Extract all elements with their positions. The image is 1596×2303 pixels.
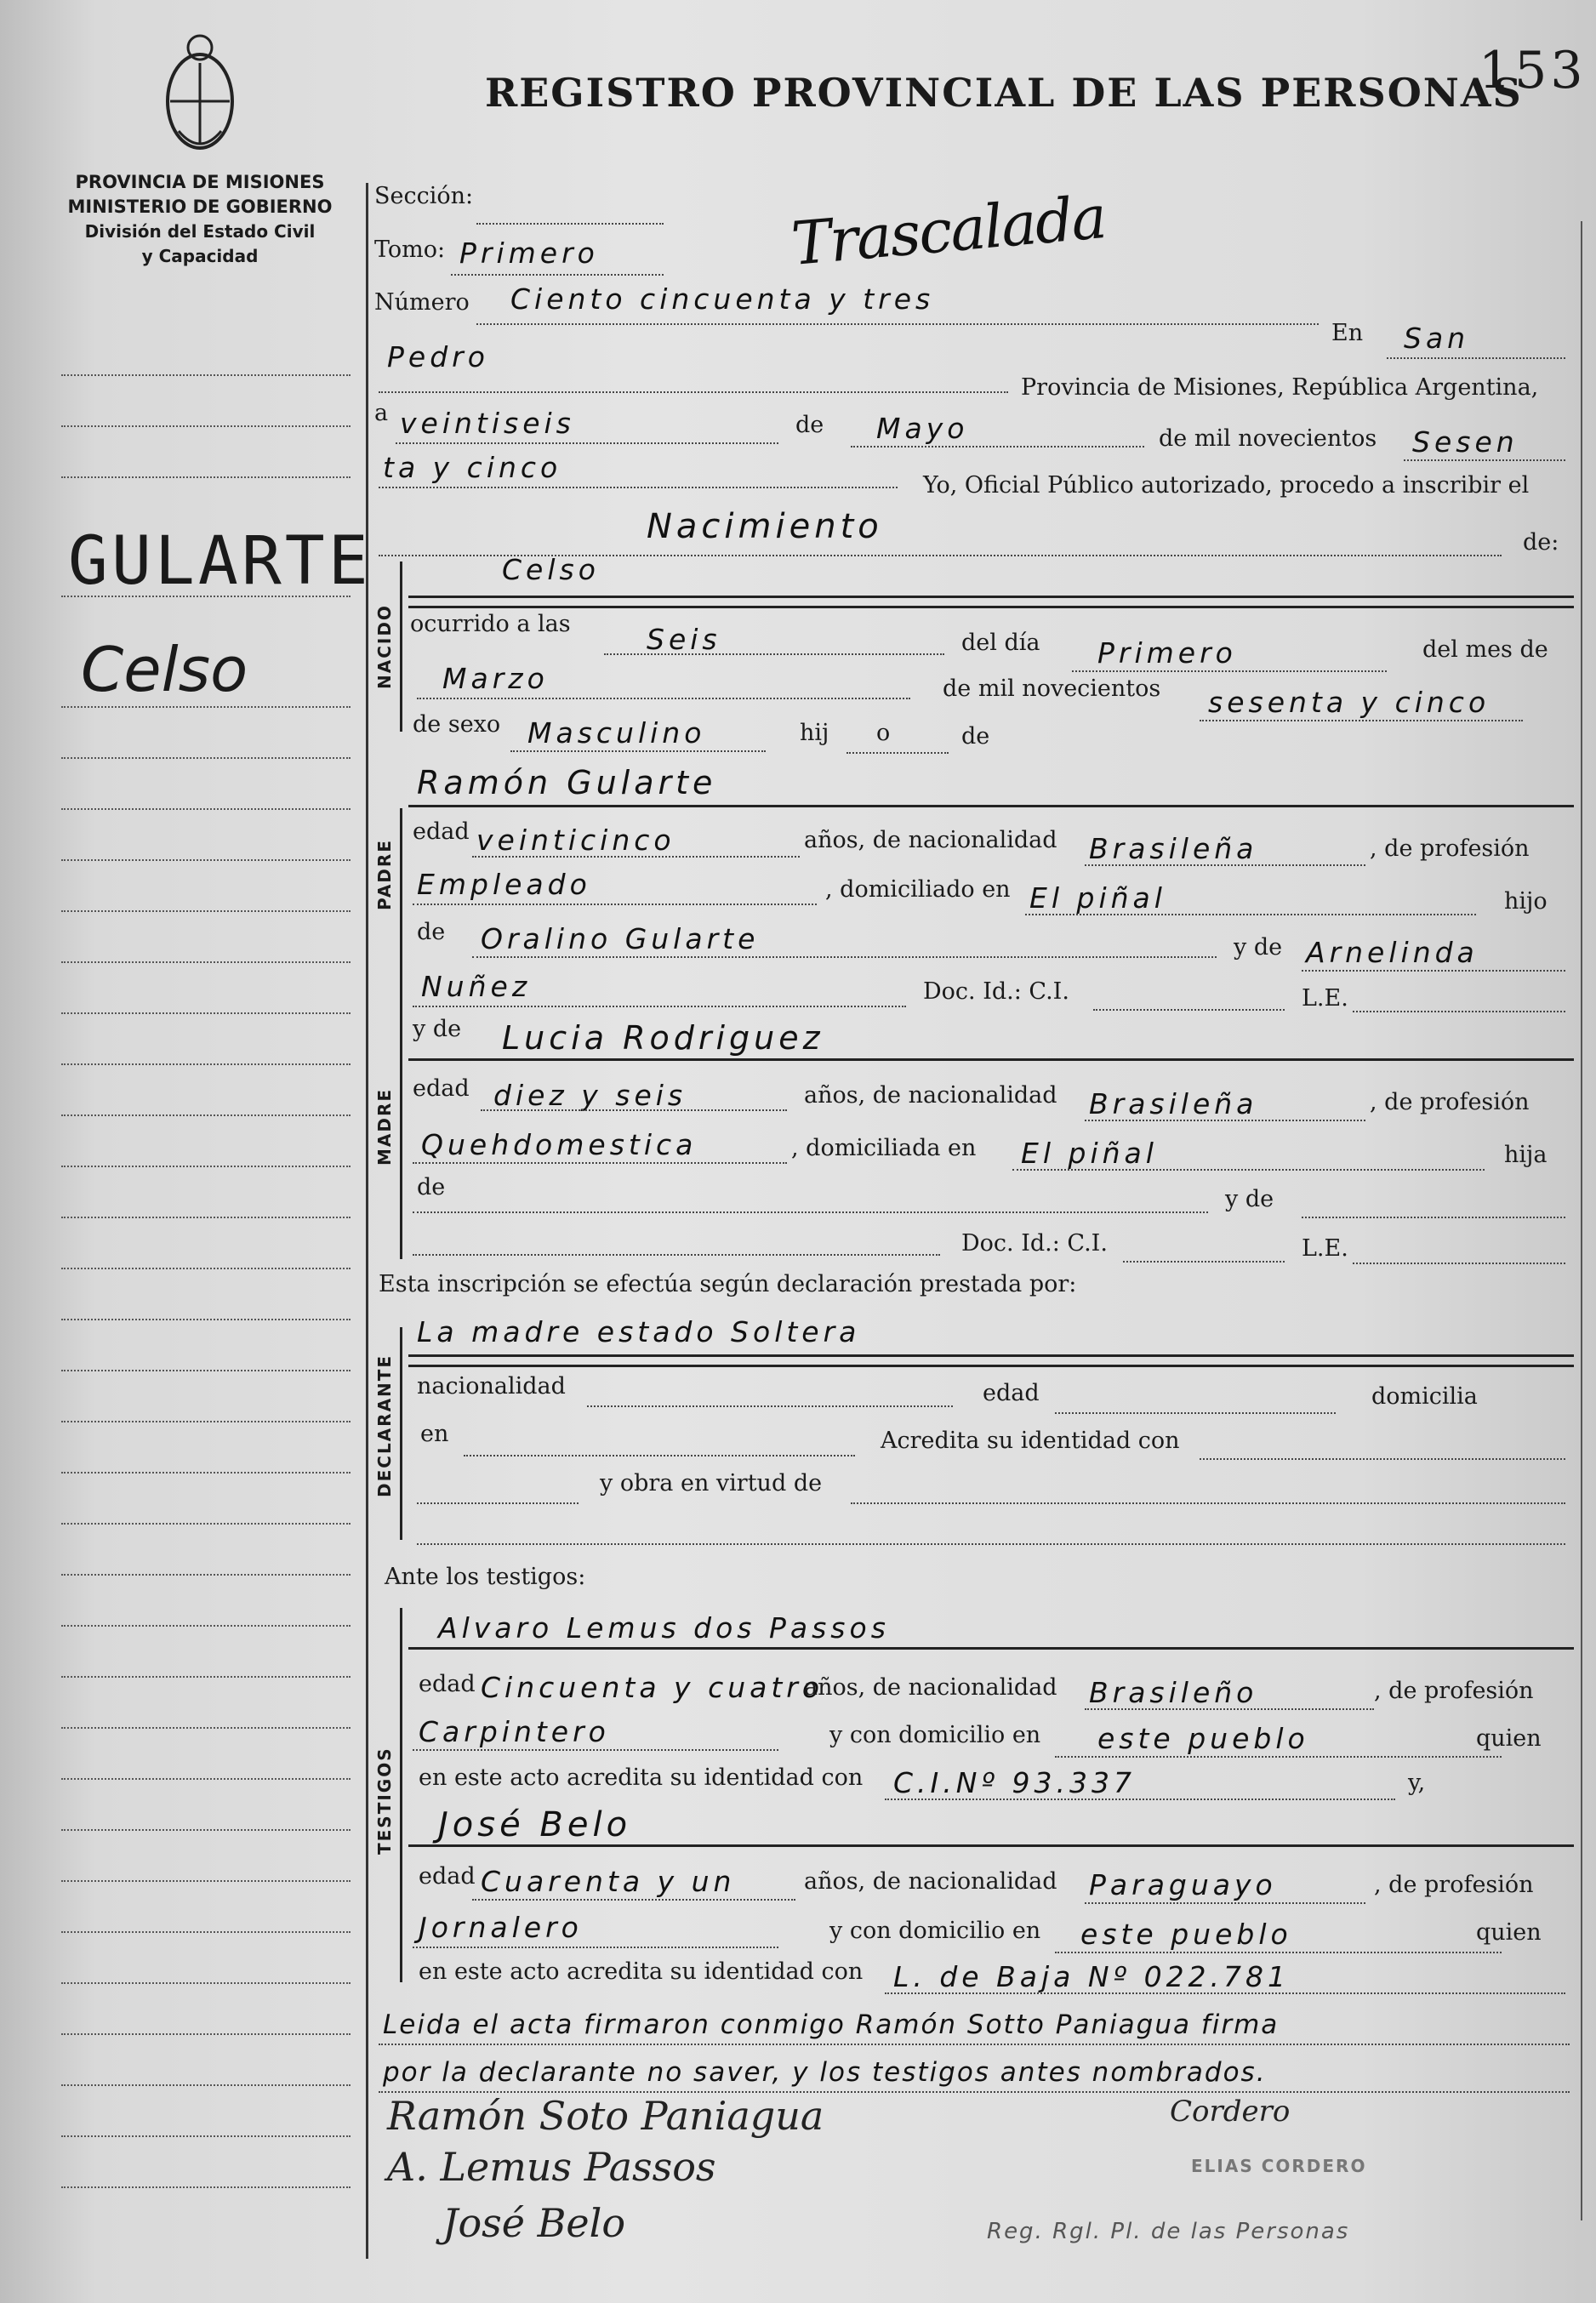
testigos-intro: Ante los testigos: — [385, 1564, 586, 1590]
padre-dom-label: , domiciliado en — [825, 876, 1011, 903]
t1-dom-line — [1055, 1756, 1502, 1758]
t2-dom-label: y con domicilio en — [829, 1918, 1041, 1944]
ministry-label: MINISTERIO DE GOBIERNO — [67, 197, 333, 217]
padre-doc-label: Doc. Id.: C.I. — [923, 978, 1069, 1005]
hij-line — [846, 752, 949, 754]
declarante-acredita-line — [1200, 1458, 1565, 1460]
margin-line — [61, 1982, 351, 1984]
hora-value: Seis — [647, 623, 721, 656]
margin-line — [61, 2135, 351, 2137]
lugar-line-1 — [1387, 357, 1565, 359]
padre-bar — [400, 808, 402, 1012]
declarante-nombre: La madre estado Soltera — [417, 1315, 861, 1348]
nacido-bar — [400, 561, 402, 732]
margin-line — [61, 2033, 351, 2035]
closing-line-2: por la declarante no saver, y los testigos antes nombrados. — [383, 2057, 1267, 2088]
margin-line — [61, 1012, 351, 1014]
t1-acredita-label: en este acto acredita su identidad con — [419, 1764, 864, 1791]
oficial-text: Yo, Oficial Público autorizado, procedo a inscribir el — [923, 472, 1530, 499]
officer-title: Reg. Rgl. Pl. de las Personas — [987, 2219, 1350, 2244]
sexo-value: Masculino — [527, 716, 706, 750]
anio-line-1 — [1404, 459, 1565, 461]
padre-madre-de-value-2: Nuñez — [421, 970, 532, 1003]
madre-prof-label: , de profesión — [1370, 1089, 1530, 1115]
margin-line — [61, 1931, 351, 1933]
t1-dom-label: y con domicilio en — [829, 1722, 1041, 1748]
padre-y-de-label: y de — [1234, 934, 1283, 961]
tomo-line — [451, 274, 664, 276]
padre-de-label: de — [417, 919, 446, 945]
margin-line — [61, 425, 351, 427]
madre-nac-value: Brasileña — [1089, 1087, 1258, 1120]
margin-line — [61, 706, 351, 708]
t2-prof-value: Jornalero — [419, 1911, 583, 1944]
ocurrido-label: ocurrido a las — [410, 611, 571, 637]
t2-quien-label: quien — [1476, 1919, 1542, 1946]
declarante-edad-label: edad — [983, 1380, 1040, 1406]
declarante-intro: Esta inscripción se efectúa según declaración prestada por: — [379, 1271, 1077, 1297]
officer-name-stamp: ELIAS CORDERO — [1191, 2156, 1367, 2176]
padre-nac-label: años, de nacionalidad — [804, 827, 1057, 853]
padre-madre-de-line-2 — [413, 1006, 906, 1007]
t1-dom-value: este pueblo — [1097, 1722, 1309, 1755]
dia-value: veintiseis — [400, 407, 575, 440]
madre-edad-value: diez y seis — [493, 1079, 687, 1112]
t2-nombre: José Belo — [438, 1805, 632, 1844]
margin-line — [61, 961, 351, 963]
madre-dom-line — [1012, 1169, 1485, 1171]
padre-edad-value: veinticinco — [476, 824, 675, 857]
page-title: REGISTRO PROVINCIAL DE LAS PERSONAS — [485, 70, 1523, 116]
margin-line — [61, 1063, 351, 1065]
t1-nac-value: Brasileño — [1089, 1676, 1258, 1709]
padre-prof-line — [413, 904, 817, 905]
margin-line — [61, 808, 351, 810]
closing-line-1: Leida el acta firmaron conmigo Ramón Sotto Paniagua firma — [383, 2009, 1280, 2040]
margin-line — [61, 1421, 351, 1422]
t1-prof-value: Carpintero — [419, 1715, 610, 1748]
signature-2: Cordero — [1170, 2095, 1291, 2129]
declarante-acredita-label: Acredita su identidad con — [881, 1428, 1180, 1454]
padre-madre-de-value-1: Arnelinda — [1306, 936, 1479, 969]
madre-padre-de-line — [413, 1211, 1208, 1213]
t2-edad-line — [472, 1899, 795, 1901]
padre-section-label: PADRE — [374, 839, 395, 910]
margin-line — [61, 2186, 351, 2188]
de-label: de — [795, 412, 824, 438]
dia-line — [396, 442, 778, 444]
declarante-final-line — [417, 1543, 1565, 1545]
tomo-label: Tomo: — [374, 237, 446, 263]
padre-ci-line — [1093, 1009, 1285, 1011]
anio-value-2: ta y cinco — [383, 451, 562, 484]
numero-label: Número — [374, 289, 470, 316]
margin-line — [61, 1727, 351, 1729]
seccion-label: Sección: — [374, 183, 474, 209]
madre-ci-line — [1123, 1261, 1285, 1263]
madre-nac-label: años, de nacionalidad — [804, 1082, 1057, 1109]
t2-doc-value: L. de Baja Nº 022.781 — [893, 1960, 1291, 1993]
margin-line — [61, 476, 351, 478]
padre-nombre-line — [408, 805, 1574, 807]
madre-nombre: Lucia Rodriguez — [502, 1019, 824, 1057]
declarante-nombre-line — [408, 1354, 1574, 1357]
issuer-header — [43, 170, 357, 269]
padre-dom-value: El piñal — [1029, 881, 1166, 915]
transcribed-stamp: Trascalada — [789, 182, 1109, 279]
madre-dom-value: El piñal — [1021, 1137, 1158, 1170]
padre-edad-line — [472, 856, 800, 858]
madre-section-label: MADRE — [374, 1087, 395, 1166]
margin-line — [61, 2084, 351, 2086]
padre-nac-line — [1085, 864, 1365, 866]
margin-line — [61, 1523, 351, 1525]
t1-edad-value: Cincuenta y cuatro — [481, 1671, 824, 1704]
padre-le-line — [1353, 1011, 1565, 1012]
margin-line — [61, 1319, 351, 1320]
padre-dom-line — [1025, 914, 1476, 915]
margin-given-name: Celso — [81, 634, 248, 705]
del-dia-label: del día — [961, 630, 1040, 656]
madre-extra-line — [413, 1254, 940, 1256]
margin-line — [61, 1880, 351, 1882]
padre-nac-value: Brasileña — [1089, 832, 1258, 865]
division-label: División del Estado Civil — [84, 221, 316, 242]
madre-bar — [400, 1012, 402, 1259]
padre-padre-de-value: Oralino Gularte — [481, 922, 760, 955]
t2-dom-value: este pueblo — [1080, 1918, 1292, 1951]
declarante-section-label: DECLARANTE — [374, 1354, 395, 1497]
mes-line — [851, 446, 1144, 447]
t1-prof-label: , de profesión — [1374, 1678, 1534, 1704]
t1-y-label: y, — [1408, 1770, 1426, 1796]
t2-nac-line — [1085, 1902, 1365, 1904]
padre-prof-value: Empleado — [417, 868, 591, 901]
declarante-domic-label: domicilia — [1371, 1383, 1478, 1410]
t1-prof-line — [413, 1749, 778, 1751]
margin-surname: GULARTE — [68, 523, 372, 600]
madre-edad-line — [481, 1109, 787, 1111]
madre-dom-label: , domiciliada en — [791, 1135, 977, 1161]
nacido-dia-value: Primero — [1097, 636, 1237, 670]
declarante-nac-line — [587, 1405, 953, 1407]
province-label: PROVINCIA DE MISIONES — [75, 172, 325, 192]
madre-prof-line — [413, 1162, 787, 1164]
hij-suffix: o — [876, 720, 891, 746]
madre-edad-label: edad — [413, 1075, 470, 1102]
declarante-en-label: en — [420, 1421, 449, 1447]
capacity-label: y Capacidad — [141, 246, 259, 266]
nacido-nombre-line-2 — [408, 606, 1574, 608]
tomo-value: Primero — [459, 237, 599, 270]
nacido-section-label: NACIDO — [374, 604, 395, 689]
padre-edad-label: edad — [413, 818, 470, 845]
sexo-label: de sexo — [413, 711, 501, 738]
margin-line — [61, 859, 351, 861]
t2-edad-label: edad — [419, 1863, 476, 1890]
signature-1: Ramón Soto Paniagua — [387, 2093, 824, 2139]
padre-le-label: L.E. — [1302, 985, 1348, 1012]
provincia-text: Provincia de Misiones, República Argentina, — [1021, 374, 1539, 401]
margin-line — [61, 1166, 351, 1167]
declarante-virtud-label: y obra en virtud de — [600, 1470, 823, 1496]
padre-nombre: Ramón Gularte — [417, 764, 717, 801]
declarante-pre-line — [417, 1502, 579, 1504]
t2-acredita-label: en este acto acredita su identidad con — [419, 1958, 864, 1985]
padre-hijo-label: hijo — [1504, 888, 1548, 915]
declarante-nombre-line-2 — [408, 1365, 1574, 1367]
madre-madre-de-line — [1302, 1217, 1565, 1218]
margin-line — [61, 1114, 351, 1116]
form-left-rule — [366, 183, 368, 2259]
de-colon-label: de: — [1523, 529, 1559, 556]
nacido-mil-label: de mil novecientos — [943, 676, 1161, 702]
margin-line — [61, 374, 351, 376]
margin-line — [61, 1574, 351, 1576]
numero-line — [476, 323, 1319, 325]
acto-value: Nacimiento — [647, 507, 883, 546]
padre-madre-de-line-1 — [1302, 970, 1565, 972]
nacido-nombre-line — [408, 596, 1574, 598]
t1-doc-value: C.I.Nº 93.337 — [893, 1766, 1136, 1799]
a-label: a — [374, 400, 389, 426]
madre-prof-value: Quehdomestica — [421, 1128, 698, 1161]
madre-y-de2-label: y de — [1225, 1186, 1274, 1212]
closing-dots-1 — [379, 2044, 1570, 2045]
t1-nac-line — [1085, 1708, 1374, 1710]
signature-3: A. Lemus Passos — [387, 2144, 716, 2190]
t1-nombre: Alvaro Lemus dos Passos — [438, 1611, 890, 1645]
margin-line — [61, 1472, 351, 1474]
t1-doc-line — [885, 1799, 1395, 1800]
testigos-bar — [400, 1608, 402, 1982]
t2-prof-label: , de profesión — [1374, 1872, 1534, 1898]
lugar-line-2 — [379, 391, 1008, 393]
numero-value: Ciento cincuenta y tres — [510, 282, 935, 316]
hij-label: hij — [800, 720, 829, 746]
t2-edad-value: Cuarenta y un — [481, 1865, 736, 1898]
madre-de-label: de — [417, 1174, 446, 1200]
margin-line — [61, 1268, 351, 1269]
declarante-nac-label: nacionalidad — [417, 1373, 566, 1399]
margin-line — [61, 1829, 351, 1831]
t2-nombre-line — [408, 1844, 1574, 1847]
nacido-mes-value: Marzo — [442, 662, 549, 695]
nacido-de-label: de — [961, 723, 990, 750]
madre-le-label: L.E. — [1302, 1235, 1348, 1262]
anio-line-2 — [379, 487, 898, 488]
madre-le-line — [1353, 1263, 1565, 1264]
madre-doc-label: Doc. Id.: C.I. — [961, 1230, 1108, 1257]
margin-line — [61, 1217, 351, 1218]
madre-y-de-label: y de — [413, 1016, 462, 1042]
form-right-rule — [1581, 221, 1582, 2220]
mes-value: Mayo — [876, 412, 969, 445]
margin-line — [61, 757, 351, 759]
t1-quien-label: quien — [1476, 1725, 1542, 1752]
lugar-value-2: Pedro — [387, 340, 489, 373]
page-number: 153 — [1479, 41, 1587, 100]
t2-dom-line — [1055, 1952, 1502, 1953]
t2-nac-label: años, de nacionalidad — [804, 1868, 1057, 1895]
signature-4: José Belo — [442, 2200, 626, 2246]
coat-of-arms-icon — [162, 29, 238, 157]
hora-line — [604, 653, 944, 655]
nacido-dia-line — [1072, 670, 1387, 672]
declarante-en-line — [464, 1455, 855, 1456]
en-label: En — [1331, 320, 1364, 346]
t1-edad-label: edad — [419, 1671, 476, 1697]
padre-padre-de-line — [472, 956, 1217, 958]
t2-prof-line — [413, 1947, 778, 1948]
margin-line — [61, 1778, 351, 1780]
declarante-virtud-line — [851, 1502, 1565, 1504]
declarante-edad-line — [1055, 1412, 1336, 1414]
t2-doc-line — [885, 1992, 1565, 1994]
madre-hija-label: hija — [1504, 1142, 1548, 1168]
margin-line — [61, 910, 351, 912]
nacido-mes-line — [417, 698, 910, 699]
t1-nac-label: años, de nacionalidad — [804, 1674, 1057, 1701]
padre-prof-label: , de profesión — [1370, 835, 1530, 862]
nacido-anio-line — [1200, 720, 1523, 721]
sexo-line — [510, 750, 766, 752]
nacido-anio-value: sesenta y cinco — [1208, 686, 1491, 719]
margin-line — [61, 1676, 351, 1678]
del-mes-label: del mes de — [1422, 636, 1548, 663]
t1-nombre-line — [408, 1647, 1574, 1650]
nacido-nombre: Celso — [502, 553, 600, 586]
declarante-bar — [400, 1327, 402, 1540]
madre-nombre-line — [408, 1058, 1574, 1061]
mil-label: de mil novecientos — [1159, 425, 1377, 452]
madre-nac-line — [1085, 1120, 1365, 1121]
margin-line — [61, 1370, 351, 1371]
lugar-value-1: San — [1404, 322, 1470, 355]
t2-nac-value: Paraguayo — [1089, 1868, 1277, 1901]
testigos-section-label: TESTIGOS — [374, 1747, 395, 1855]
margin-line — [61, 1625, 351, 1627]
anio-value-1: Sesen — [1412, 425, 1519, 459]
seccion-line — [476, 223, 664, 225]
